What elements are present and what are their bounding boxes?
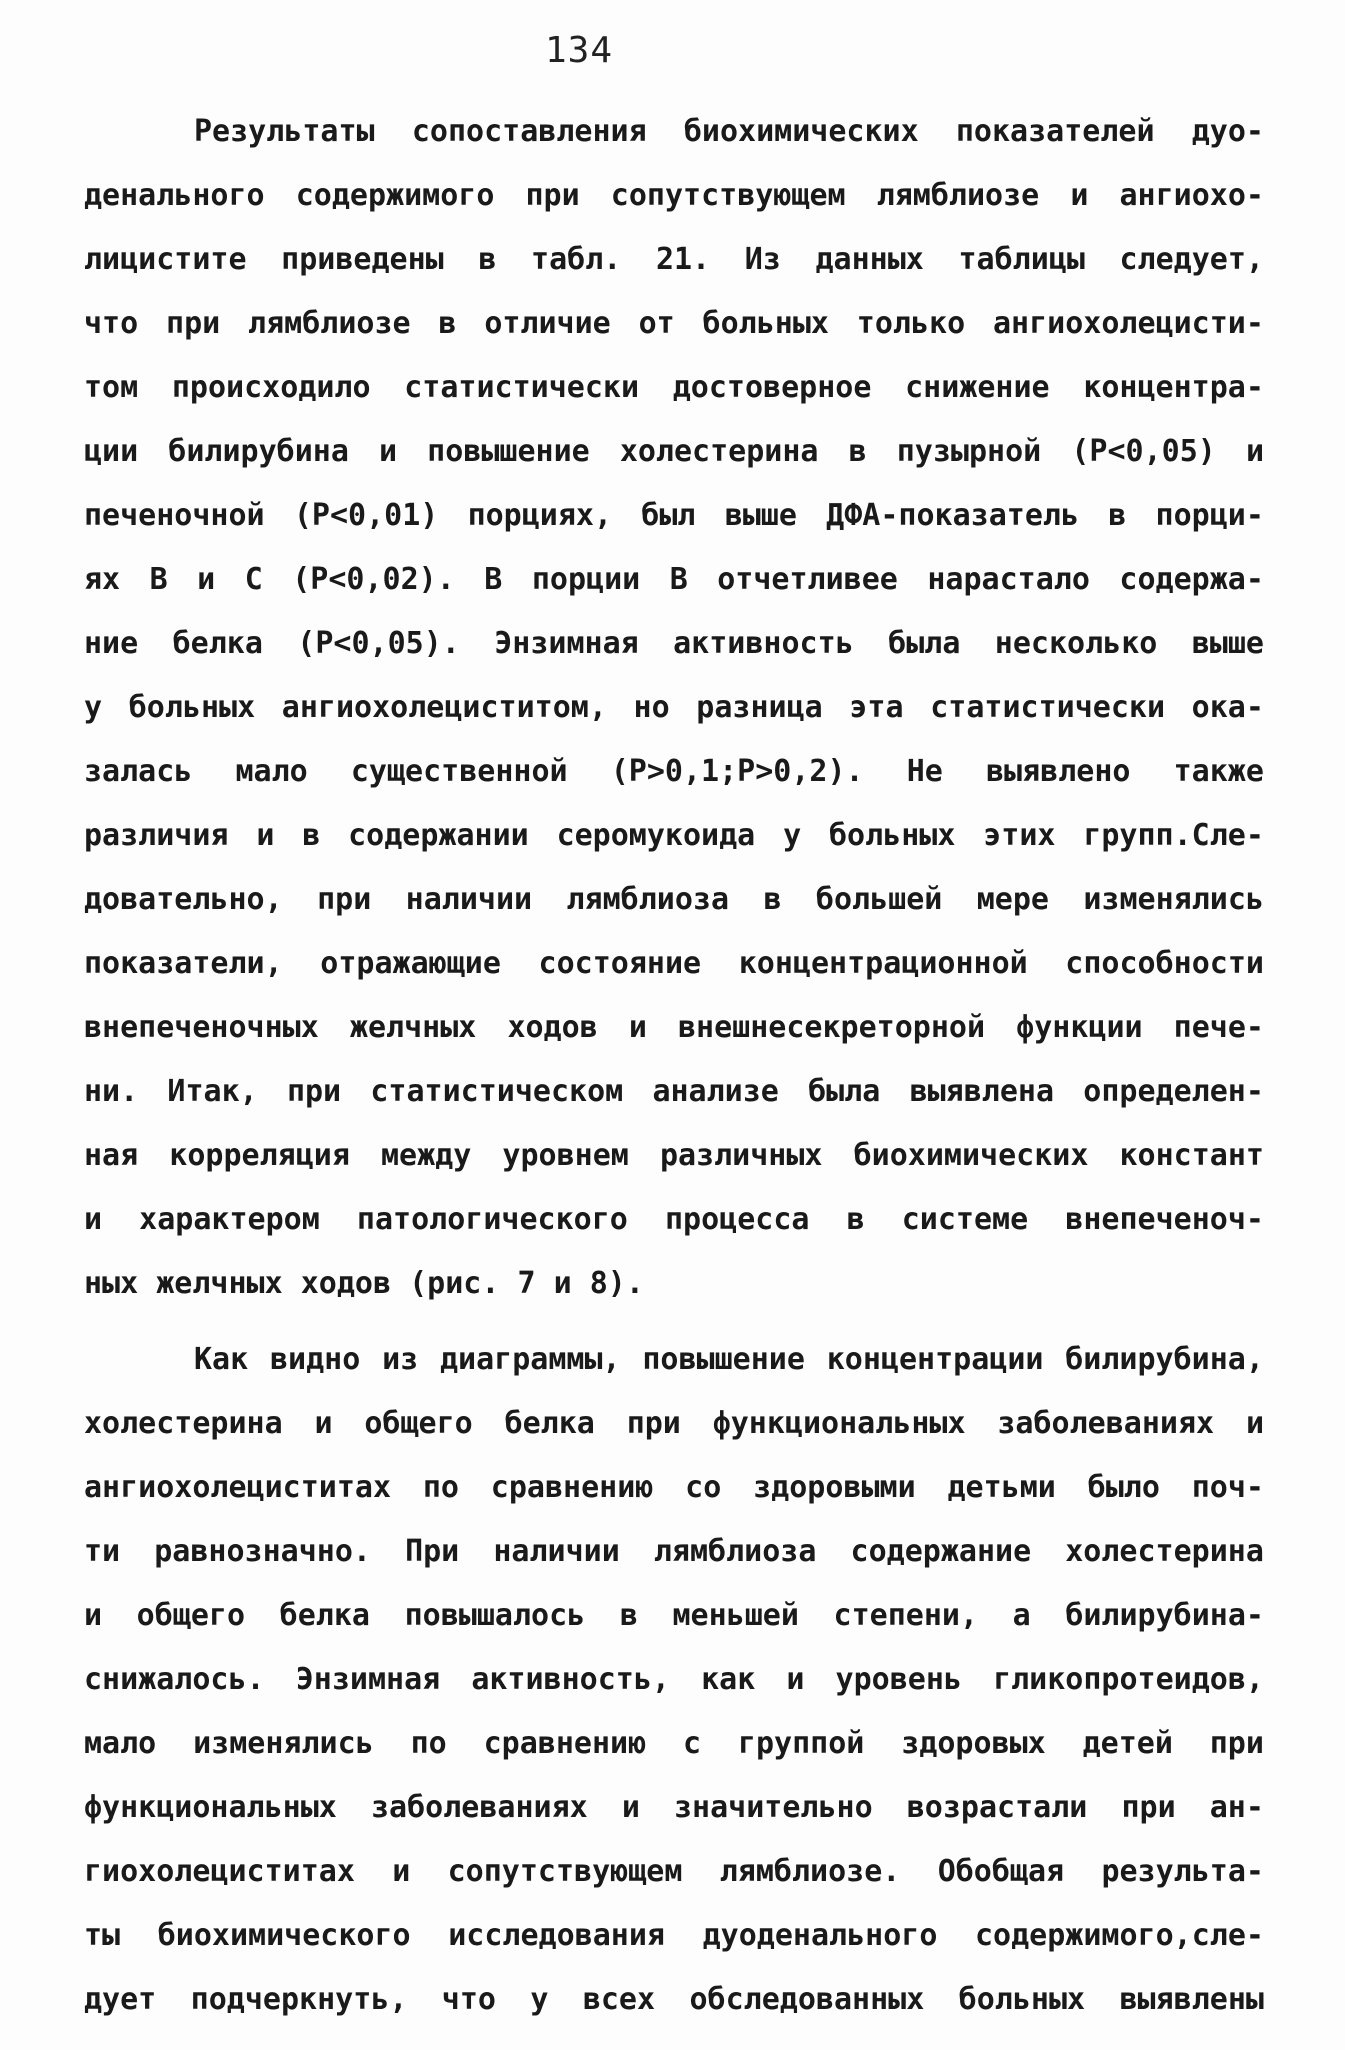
word: (P<0,02). [292,562,455,597]
word: ни. [84,1074,139,1109]
word: серомукоида [556,818,756,853]
word: (P>0,1;P>0,2). [610,754,864,789]
word: по [422,1470,459,1505]
text-line [84,1456,1264,1520]
word: концентрации [826,1342,1044,1377]
word: детей [1082,1726,1173,1761]
word: холестерина [84,1406,283,1441]
word: функциональных [84,1790,337,1825]
word: снижение [905,370,1050,405]
word: меньшей [672,1598,799,1633]
word: что [441,1982,496,2017]
word: анализе [652,1074,779,1109]
word: денального [84,178,265,213]
word: холестерина [1065,1534,1264,1569]
text-line [84,1776,1264,1840]
word: констант [1119,1138,1264,1173]
word: в [478,242,497,277]
word: ная [84,1138,139,1173]
word: повышение [642,1342,805,1377]
word: от [638,306,675,341]
word: гиохолециститах [84,1854,355,1889]
word: и [84,1598,103,1633]
word: всех [582,1982,656,2017]
word: здоровыми [753,1470,916,1505]
word: активность [673,626,854,661]
text-line [84,1968,1264,2032]
word: процесса [664,1202,810,1237]
word: выше [724,498,797,533]
word: содержании [348,818,529,853]
page-number: 134 [545,30,614,71]
word: При [405,1534,460,1569]
word: дуо- [1191,114,1264,149]
word: но [633,690,670,725]
text-line [84,1840,1264,1904]
word: при [166,306,221,341]
word: степени, [833,1598,979,1633]
word: уровнем [502,1138,629,1173]
text-line [84,1124,1264,1188]
word: содержа- [1119,562,1264,597]
word: показателей [955,114,1155,149]
word: происходило [171,370,371,405]
word: в [1108,498,1127,533]
word: группой [737,1726,865,1761]
word: довательно, [84,882,283,917]
text-line [84,1328,1264,1392]
word: ты [84,1918,121,1953]
word: Не [906,754,943,789]
word: и [786,1662,805,1697]
word: в [619,1598,638,1633]
word: общего [136,1598,246,1633]
word: сравнению [490,1470,654,1505]
word: билирубина [168,434,349,469]
word: пузырной [896,434,1042,469]
word: статистически [930,690,1166,725]
word: статистически [404,370,640,405]
word: была [808,1074,881,1109]
word: было [1087,1470,1160,1505]
word: функции [1016,1010,1143,1045]
word: результа- [1101,1854,1264,1889]
word: уровень [835,1662,962,1697]
word: Энзимная [494,626,639,661]
word: в [846,1202,865,1237]
text-line [84,420,1264,484]
word: и [628,1010,647,1045]
text-line [84,996,1264,1060]
word: Энзимная [295,1662,441,1697]
word: (P<0,05). [297,626,460,661]
word: у [530,1982,549,2017]
word: больных [828,818,956,853]
word: групп.Сле- [1083,818,1264,853]
word: В [484,562,503,597]
word: внепеченочных [84,1010,319,1045]
word: выше [1191,626,1264,661]
word: ДФА-показатель [826,498,1080,533]
word: сопоставления [411,114,647,149]
word: отчетливее [717,562,898,597]
word: мере [976,882,1049,917]
text-line [84,356,1264,420]
word: ангиохолециститах [84,1470,392,1505]
text-line [84,740,1264,804]
word: сопутствующем [610,178,846,213]
word: белка [172,626,263,661]
word: порци- [1155,498,1264,533]
word: заболеваниях [997,1406,1215,1441]
word: лицистите [84,242,247,277]
word: различия [84,818,229,853]
word: выявлены [1119,1982,1264,2017]
word: порциях, [467,498,613,533]
word: разница [696,690,823,725]
word: только [856,306,966,341]
word: у [84,690,103,725]
word: между [381,1138,472,1173]
text-line [84,548,1264,612]
word: лямблиозе [248,306,411,341]
word: показатели, [84,946,283,981]
word: дует [84,1982,157,2017]
word: здоровых [901,1726,1046,1761]
word: белка [504,1406,595,1441]
word: билирубина, [1065,1342,1264,1377]
word: и [314,1406,333,1441]
word: диаграммы, [439,1342,621,1377]
word: 21. [655,242,711,277]
word: лямблиозе. [719,1854,901,1889]
word: определен- [1083,1074,1264,1109]
word: лямблиоза [653,1534,817,1569]
word: была [888,626,961,661]
text-line [84,100,1264,164]
word: эта [849,690,904,725]
word: Из [744,242,781,277]
text-line [84,1188,1264,1252]
word: Как [194,1342,249,1377]
word: достоверное [672,370,872,405]
text-line [84,1520,1264,1584]
word: различных [659,1138,823,1173]
body-text [84,100,1264,2032]
word: при [525,178,580,213]
word: биохимических [853,1138,1089,1173]
word: способности [1065,946,1264,981]
word: при [317,882,372,917]
word: мало [235,754,308,789]
word: заболеваниях [370,1790,588,1825]
word: патологического [356,1202,628,1237]
word: холестерина [619,434,819,469]
word: и [621,1790,640,1825]
word: выявлена [909,1074,1055,1109]
word: ции [84,434,139,469]
word: Результаты [194,114,375,149]
word: как [701,1662,756,1697]
word: (P<0,01) [293,498,439,533]
word: наличии [405,882,533,917]
word: по [410,1726,447,1761]
word: ходов [507,1010,598,1045]
word: детьми [947,1470,1056,1505]
word: изменялись [1083,882,1264,917]
word: ангиохолецисти- [993,306,1264,341]
word: существенной [350,754,568,789]
text-line [84,292,1264,356]
word: биохимического [157,1918,411,1953]
word: из [382,1342,419,1377]
word: Обобщая [937,1854,1065,1889]
text-line [84,1392,1264,1456]
word: ока- [1191,690,1264,725]
word: изменялись [193,1726,374,1761]
word: этих [983,818,1056,853]
word: и [392,1854,411,1889]
text-line [84,1904,1264,1968]
word: отражающие [320,946,501,981]
word: ангиохолециститом, [281,690,607,725]
word: дуоденального [702,1918,938,1953]
word: В [669,562,688,597]
word: содержимого [295,178,495,213]
word: с [683,1726,702,1761]
word: исследования [448,1918,665,1953]
word: а [1012,1598,1031,1633]
word: статистическом [370,1074,624,1109]
word: внешнесекреторной [678,1010,986,1045]
word: поч- [1191,1470,1264,1505]
word: при [1209,1726,1264,1761]
word: следует, [1119,242,1264,277]
word: также [1173,754,1264,789]
word: характером [139,1202,320,1237]
word: табл. [531,242,622,277]
word: выявлено [986,754,1131,789]
word: Итак, [167,1074,258,1109]
word: белка [279,1598,370,1633]
word: в [763,882,782,917]
word: содержание [850,1534,1032,1569]
word: повышение [427,434,590,469]
word: со [685,1470,722,1505]
word: в [438,306,457,341]
word: лямблиоза [566,882,730,917]
word: том [84,370,139,405]
word: и [256,818,275,853]
word: больных [958,1982,1086,2017]
word: данных [815,242,924,277]
word: был [641,498,696,533]
word: равнозначно. [154,1534,371,1569]
word: у [783,818,802,853]
word: несколько [994,626,1158,661]
text-line [84,484,1264,548]
word: B [149,562,168,597]
text-line: ных желчных ходов (рис. 7 и 8). [84,1266,644,1301]
text-line [84,164,1264,228]
word: при [1121,1790,1176,1825]
word: залась [84,754,193,789]
text-line [84,1584,1264,1648]
word: ние [84,626,139,661]
word: C [244,562,263,597]
word: порции [531,562,641,597]
word: корреляция [169,1138,350,1173]
word: билирубина- [1065,1598,1264,1633]
word: внепеченоч- [1065,1202,1264,1237]
word: содержимого,сле- [975,1918,1264,1953]
word: состояние [538,946,702,981]
word: пече- [1173,1010,1264,1045]
text-line [84,676,1264,740]
word: биохимических [683,114,919,149]
word: в [848,434,867,469]
word: функциональных [712,1406,966,1441]
word: ти [84,1534,121,1569]
word: общего [364,1406,473,1441]
word: видно [269,1342,361,1377]
word: печеночной [84,498,265,533]
word: и [379,434,398,469]
word: обследованных [689,1982,925,2017]
word: лямблиозе [876,178,1040,213]
word: больных [128,690,256,725]
text-line [84,932,1264,996]
word: нарастало [927,562,1090,597]
word: при [626,1406,681,1441]
word: и [1245,434,1264,469]
word: отличие [484,306,611,341]
word: ях [84,562,121,597]
word: желчных [349,1010,477,1045]
word: ангиохо- [1119,178,1264,213]
word: повышалось [404,1598,586,1633]
word: мало [84,1726,157,1761]
text-line [84,1712,1264,1776]
word: и [84,1202,103,1237]
word: концентрационной [738,946,1028,981]
word: подчеркнуть, [190,1982,408,2017]
word: большей [815,882,943,917]
word: что [84,306,139,341]
word: и [1070,178,1089,213]
word: концентра- [1083,370,1264,405]
word: системе [901,1202,1029,1237]
word: в [302,818,321,853]
word: наличии [493,1534,620,1569]
word: ан- [1209,1790,1264,1825]
word: возрастали [906,1790,1088,1825]
word: при [286,1074,342,1109]
text-line [84,804,1264,868]
word: сопутствующем [447,1854,683,1889]
word: больных [702,306,829,341]
text-line [84,1648,1264,1712]
word: таблицы [958,242,1085,277]
word: гликопротеидов, [993,1662,1264,1697]
text-line [84,1060,1264,1124]
word: (P<0,05) [1071,434,1216,469]
word: и [197,562,216,597]
text-line [84,228,1264,292]
text-line [84,868,1264,932]
text-line [84,612,1264,676]
word: значительно [673,1790,873,1825]
word: активность, [471,1662,670,1697]
word: и [1245,1406,1264,1441]
word: сравнению [483,1726,647,1761]
word: приведены [281,242,444,277]
word: снижалось. [84,1662,265,1697]
